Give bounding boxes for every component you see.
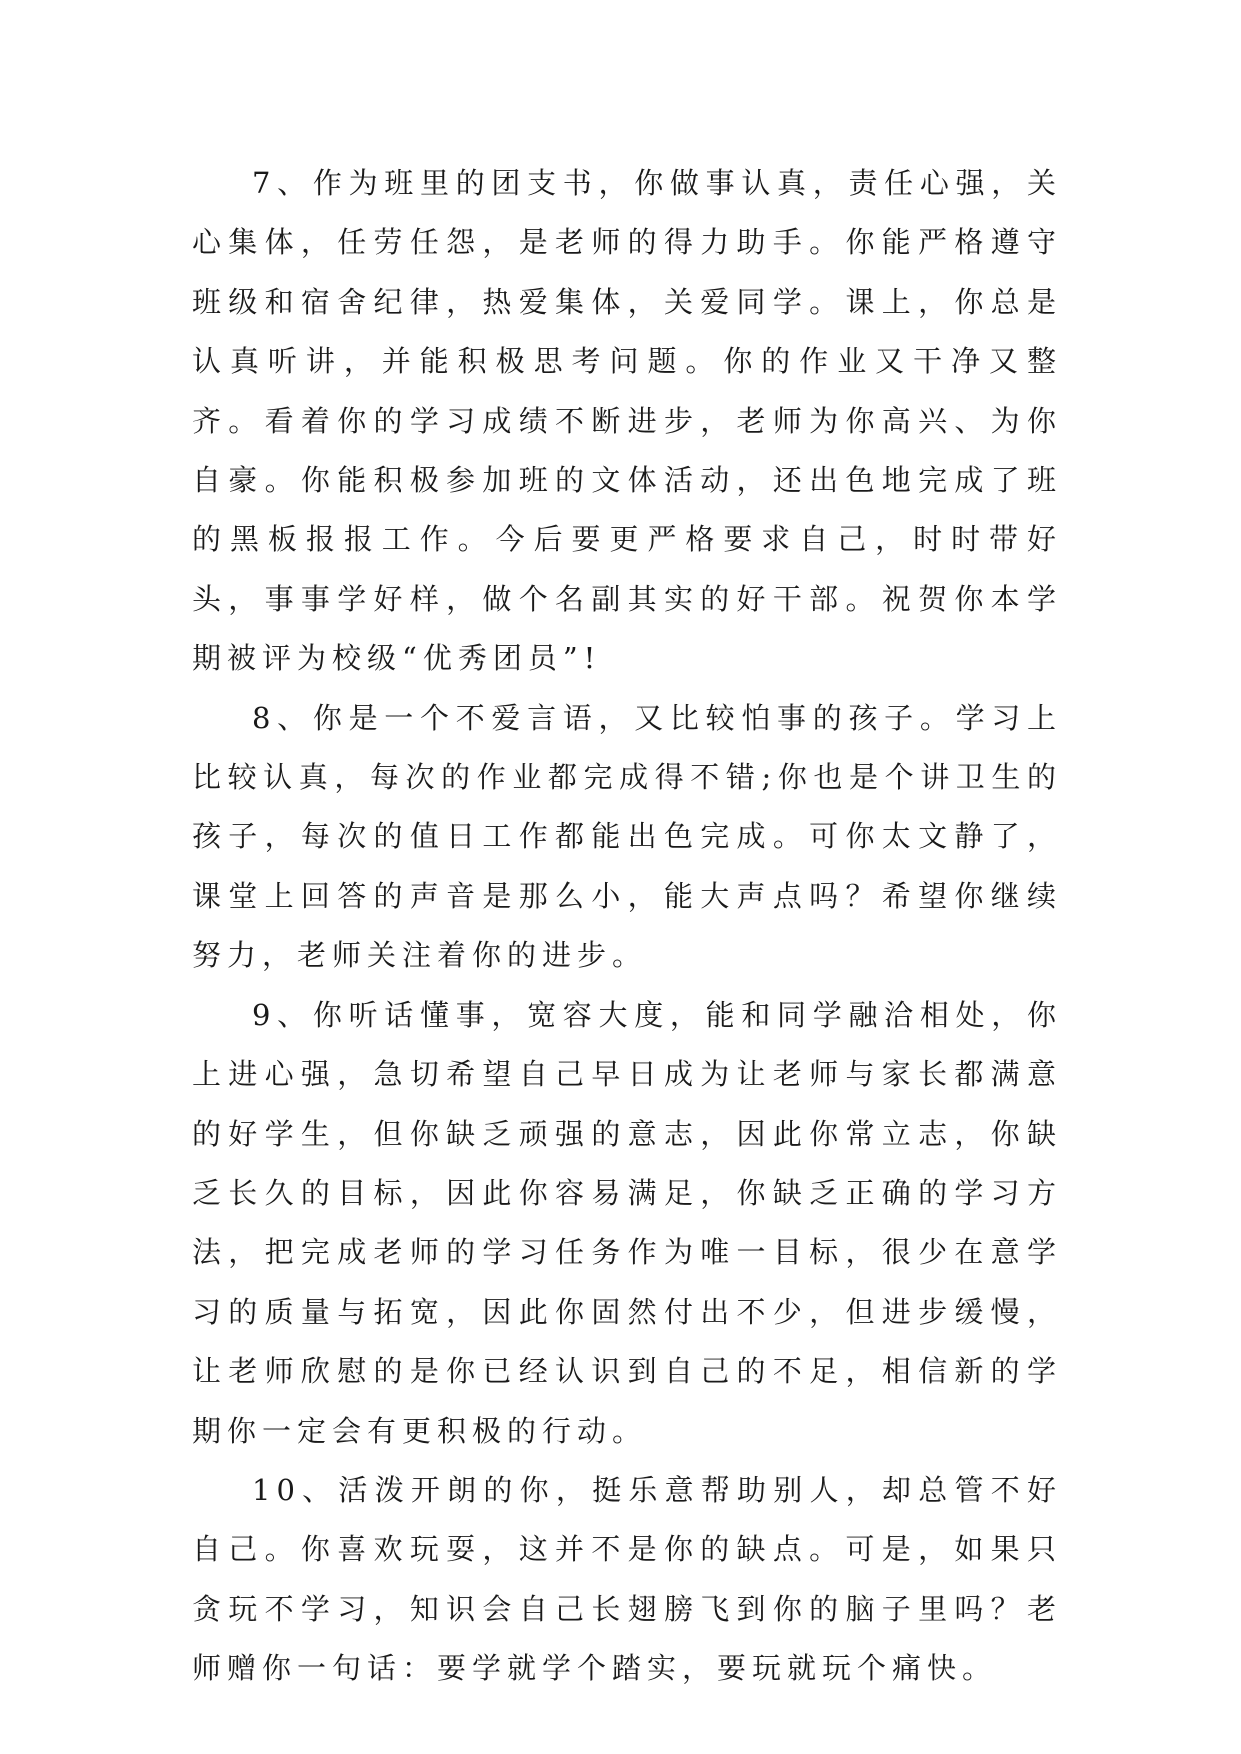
comment-paragraph-7: 7、作为班里的团支书，你做事认真，责任心强，关心集体，任劳任怨，是老师的得力助手。你能严格遵守班级和宿舍纪律，热爱集体，关爱同学。课上，你总是认真听讲，并能积极思考问题。你的作业又干净又整齐。看着你的学习成绩不断进步，老师为你高兴、为你自豪。你能积极参加班的文体活动，还出色地完成了班的黑板报报工作。今后要更严格要求自己，时时带好头，事事学好样，做个名副其实的好干部。祝贺你本学期被评为校级“优秀团员”! (192, 166, 1062, 676)
comment-paragraph-8: 8、你是一个不爱言语，又比较怕事的孩子。学习上比较认真，每次的作业都完成得不错;你也是个讲卫生的孩子，每次的值日工作都能出色完成。可你太文静了，课堂上回答的声音是那么小，能大声点吗？希望你继续努力，老师关注着你的进步。 (192, 700, 1062, 973)
document-body (192, 154, 1062, 1699)
comment-paragraph-10: 10、活泼开朗的你，挺乐意帮助别人，却总管不好自己。你喜欢玩耍，这并不是你的缺点。可是，如果只贪玩不学习，知识会自己长翅膀飞到你的脑子里吗？老师赠你一句话：要学就学个踏实，要玩就玩个痛快。 (192, 1472, 1062, 1686)
comment-paragraph-9: 9、你听话懂事，宽容大度，能和同学融洽相处，你上进心强，急切希望自己早日成为让老师与家长都满意的好学生，但你缺乏顽强的意志，因此你常立志，你缺乏长久的目标，因此你容易满足，你缺乏正确的学习方法，把完成老师的学习任务作为唯一目标，很少在意学习的质量与拓宽，因此你固然付出不少，但进步缓慢，让老师欣慰的是你已经认识到自己的不足，相信新的学期你一定会有更积极的行动。 (192, 997, 1062, 1448)
